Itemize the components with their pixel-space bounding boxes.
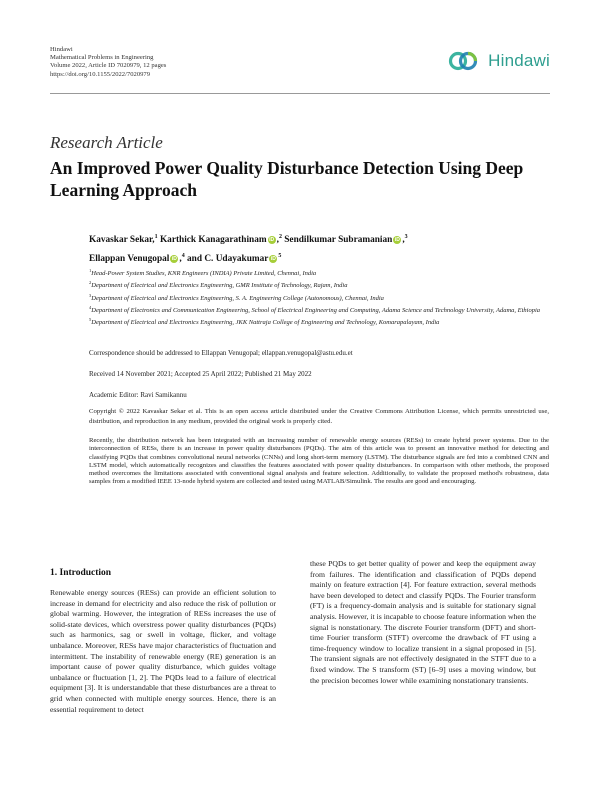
body-column-left: Renewable energy sources (RESs) can provide an efficient solution to increase in demand for electricity and also reduce the risk of pollution or global warming. However, the integration of RESs increases the use of solid-state devices, which overstress power quality disturbances (PQDs) such as harmonics, sag or swell in voltage, flicker, and voltage unbalance. Moreover, RESs have major characteristics of fluctuation and intermittent. The instability of renewable energy (RE) generation is an important cause of power quality disturbance, which guides voltage unbalance or fluctuation [1, 2]. The PQDs lead to a failure of electrical equipment [3]. It is understandable that these disturbances are a threat to grid when connected with multiple energy sources. Hence, there is an essential requirement to detect — [50, 588, 276, 714]
hindawi-logo[interactable] — [448, 49, 550, 73]
affiliation-1: $^1$Head-Power System Studies, KNR Engineers (INDIA) Private Limited, Chennai, India — [89, 268, 317, 278]
orcid-icon[interactable]: iD — [270, 256, 276, 263]
publication-dates: Received 14 November 2021; Accepted 25 April 2022; Published 21 May 2022 — [89, 370, 312, 378]
affiliation-4: $^4$Department of Electronics and Communication Engineering, School of Electrical Engineering and Computing, Adama Science and Technology University, Adama, Ethiopia — [89, 304, 541, 314]
orcid-icon[interactable]: iD — [394, 236, 400, 243]
author-list — [89, 229, 559, 267]
author-2: Karthick Kanagarathinam iD ,$^2$ — [159, 234, 282, 246]
author-4: Ellappan Venugopal iD ,$^4$ — [89, 253, 185, 265]
doi-link[interactable]: https://doi.org/10.1155/2022/7020979 — [50, 70, 151, 78]
hindawi-logo-text: Hindawi — [488, 51, 550, 70]
journal-name: Mathematical Problems in Engineering — [50, 54, 154, 62]
section-heading: 1. Introduction — [50, 568, 112, 578]
affiliation-3: $^3$Department of Electrical and Electronics Engineering, S. A. Engineering College (Autonomous), Chennai, India — [89, 292, 384, 302]
affiliation-2: $^2$Department of Electrical and Electronics Engineering, GMR Institute of Technology, Rajam, India — [89, 280, 348, 290]
author-5: and C. Udayakumar iD $^5$ — [187, 253, 282, 265]
article-type: Research Article — [50, 133, 163, 152]
author-1: Kavaskar Sekar,$^1$ — [89, 234, 158, 246]
publisher-name: Hindawi — [50, 46, 73, 53]
body-column-right: these PQDs to get better quality of power and keep the equipment away from failures. The identification and classification of PQDs depend mainly on feature extraction [4]. For feature extraction, several methods have been developed to detect and classify PQDs. The Fourier transform (FT) is a frequency-domain analysis and is suitable for stationary signal analysis. However, it is incapable to choose feature information when the signal is nonstationary. The discrete Fourier transform (DFT) and short-time Fourier transform (STFT) overcome the drawback of FT using a time-frequency window to localize transient in a signal proposed in [5]. The transient signals are not effectively designated in the STFT due to a fixed window. The S transform (ST) [6–9] uses a moving window, but the precision becomes lower while examining nonstationary transients. — [310, 559, 536, 685]
journal-header — [50, 46, 166, 79]
article-title: An Improved Power Quality Disturbance Detection Using Deep Learning Approach — [50, 158, 524, 200]
orcid-icon[interactable]: iD — [269, 236, 275, 243]
copyright-notice: Copyright © 2022 Kavaskar Sekar et al. This is an open access article distributed under the Creative Commons Attribution License, which permits unrestricted use, distribution, and reproduction in any medium, provided the original work is properly cited. — [89, 408, 549, 425]
academic-editor: Academic Editor: Ravi Samikannu — [89, 391, 187, 399]
volume-line: Volume 2022, Article ID 7020979, 12 pages — [50, 62, 167, 70]
affiliations — [89, 266, 549, 327]
author-3: Sendilkumar Subramanian iD ,$^3$ — [284, 234, 408, 246]
orcid-icon[interactable]: iD — [171, 256, 177, 263]
hindawi-logo-icon — [448, 49, 482, 73]
abstract: Recently, the distribution network has been integrated with an increasing number of renewable energy sources (RESs) to create hybrid power systems. Due to the interconnection of RESs, there is an increase in power quality disturbances (PQDs). The aim of this article was to present an innovative method for detecting and classifying PQDs that combines convolutional neural networks (CNNs) and long short-term memory (LSTM). The disturbance signals are fed into a combined CNN and LSTM model, which automatically recognizes and classifies the features associated with power quality disturbances. In comparison with other methods, the proposed method overcomes the limitations associated with conventional signal analysis and feature selection. Additionally, to validate the proposed method's robustness, data samples from a modified IEEE 13-node hybrid system are collected and tested using MATLAB/Simulink. The results are good and encouraging. — [89, 437, 549, 486]
affiliation-5: $^5$Department of Electrical and Electronics Engineering, JKK Nattraja College of Engineering and Technology, Komarapalayam, India — [89, 317, 440, 327]
header-divider — [50, 93, 550, 94]
correspondence: Correspondence should be addressed to Ellappan Venugopal; ellappan.venugopal@astu.edu.et — [89, 349, 353, 357]
